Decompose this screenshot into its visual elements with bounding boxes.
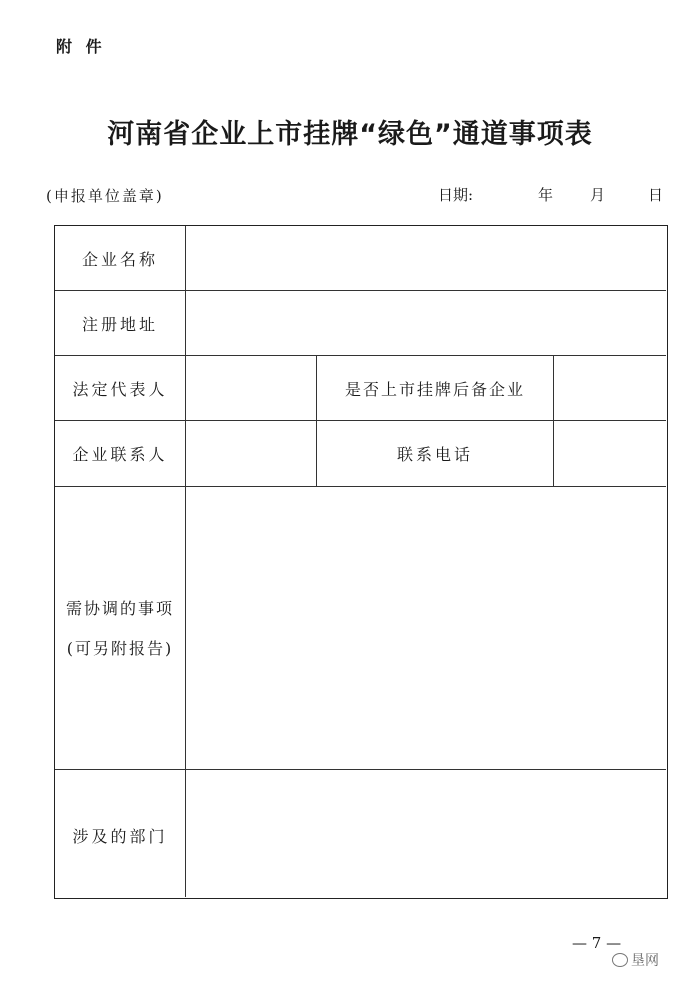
attachment-label: 附 件 — [56, 37, 106, 56]
watermark-logo-icon — [612, 953, 628, 967]
date-label: 日期: — [438, 186, 474, 204]
registered-address-label: 注册地址 — [81, 315, 158, 334]
column-divider — [316, 355, 317, 486]
applicant-seal-label: (申报单位盖章) — [46, 187, 164, 205]
reserve-company-field[interactable] — [554, 356, 666, 420]
reserve-company-label: 是否上市挂牌后备企业 — [344, 380, 525, 399]
departments-involved-field[interactable] — [186, 770, 666, 897]
contact-phone-label: 联系电话 — [396, 445, 473, 464]
coordination-items-field[interactable] — [186, 487, 666, 769]
application-form-table — [54, 225, 668, 899]
company-name-field[interactable] — [186, 226, 666, 290]
registered-address-field[interactable] — [186, 291, 666, 355]
departments-involved-label: 涉及的部门 — [72, 827, 168, 846]
contact-phone-field[interactable] — [554, 421, 666, 486]
page-number: — 7 — — [572, 934, 622, 952]
watermark — [612, 950, 659, 970]
watermark-text: 垦网 — [631, 953, 659, 969]
legal-representative-label: 法定代表人 — [72, 380, 168, 399]
company-name-label: 企业名称 — [81, 250, 158, 269]
date-year-label: 年 — [538, 186, 554, 204]
contact-person-label: 企业联系人 — [72, 445, 168, 464]
coordination-items-label: 需协调的事项 — [65, 599, 174, 618]
legal-representative-field[interactable] — [186, 356, 316, 420]
date-month-label: 月 — [590, 186, 606, 204]
contact-person-field[interactable] — [186, 421, 316, 486]
page-title: 河南省企业上市挂牌“绿色”通道事项表 — [107, 119, 593, 150]
date-day-label: 日 — [648, 186, 664, 204]
coordination-items-note: (可另附报告) — [66, 639, 174, 658]
